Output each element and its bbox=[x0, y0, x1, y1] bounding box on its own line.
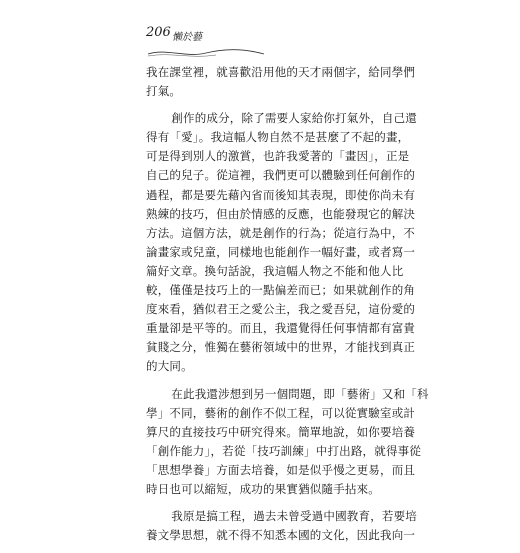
text-line: 較，僅僅是技巧上的一點偏差而已；如果就創作的角 bbox=[146, 283, 416, 298]
paragraph-2 bbox=[146, 109, 417, 376]
text-line: 得有「愛」。我這幅人物自然不是甚麼了不起的畫， bbox=[146, 130, 410, 145]
text-line: 打氣。 bbox=[146, 84, 182, 99]
text-line: 熟練的技巧，但由於情感的反應，也能發現它的解決 bbox=[146, 206, 416, 221]
text-line: 重量卻是平等的。而且，我還覺得任何事情都有富貴 bbox=[146, 321, 416, 336]
text-line: 我原是搞工程，過去未曾受過中國教育，若要培 bbox=[171, 509, 417, 524]
text-line: 「創作能力」，若從「技巧訓練」中打出路，就得事從 bbox=[146, 443, 422, 458]
text-line: 時日也可以縮短，成功的果實猶似隨手拈來。 bbox=[146, 481, 380, 496]
text-line: 我在課堂裡，就喜歡沿用他的天才兩個字，給同學們 bbox=[146, 65, 416, 79]
text-line: 創作的成分，除了需要人家給你打氣外，自己還 bbox=[171, 111, 417, 126]
page-number: 206 bbox=[146, 25, 171, 40]
text-line: 在此我還涉想到另一個問題，即「藝術」又和「科 bbox=[171, 386, 429, 401]
text-line: 篇好文章。換句話說，我這幅人物之不能和他人比 bbox=[146, 263, 404, 278]
paragraph-3 bbox=[146, 385, 429, 500]
text-line: 「思想學養」方面去培養，如是似乎慢之更易，而且 bbox=[146, 462, 416, 477]
paragraph-1 bbox=[146, 63, 416, 101]
text-line: 過程，都是要先藉內省而後知其表現，即使你尚未有 bbox=[146, 187, 416, 202]
text-line: 度來看，猶似君王之愛公主，我之愛吾兒，這份愛的 bbox=[146, 302, 416, 317]
text-line: 可是得到別人的激賞，也許我愛著的「畫因」，正是 bbox=[146, 149, 410, 164]
text-line: 的大同。 bbox=[146, 359, 193, 374]
decorative-rule-icon bbox=[146, 46, 266, 60]
text-line: 貧賤之分，惟獨在藝術領域中的世界，才能找到真正 bbox=[146, 340, 416, 355]
page-header bbox=[146, 26, 396, 50]
text-line: 養文學思想，就不得不知悉本國的文化，因此我向一 bbox=[146, 528, 416, 543]
text-line: 學」不同，藝術的創作不似工程，可以從實驗室或計 bbox=[146, 405, 416, 420]
text-line: 自己的兒子。從這裡，我們更可以體驗到任何創作的 bbox=[146, 168, 416, 183]
paragraph-4 bbox=[146, 507, 417, 545]
running-title: 懶於藝 bbox=[172, 32, 202, 43]
text-line: 方法。這個方法，就是創作的行為；從這行為中，不 bbox=[146, 225, 416, 240]
text-line: 算尺的直接技巧中研究得來。簡單地說，如你要培養 bbox=[146, 424, 416, 439]
text-line: 論畫家或兒童，同樣地也能創作一幅好畫，或者寫一 bbox=[146, 244, 416, 259]
body-text bbox=[146, 63, 429, 553]
